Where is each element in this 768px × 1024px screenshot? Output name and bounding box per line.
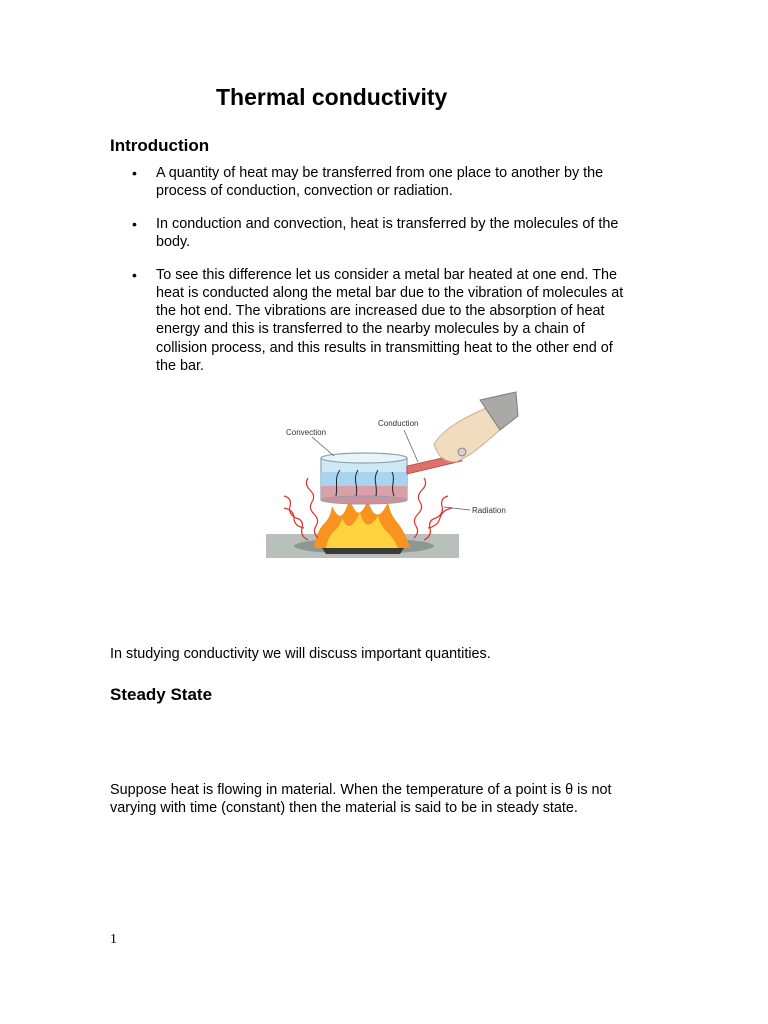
section-heading-introduction: Introduction bbox=[110, 136, 210, 155]
list-item bbox=[110, 164, 630, 200]
paragraph-study: In studying conductivity we will discuss important quantities. bbox=[110, 646, 491, 662]
section-heading-steady-state: Steady State bbox=[110, 685, 213, 704]
bullet-icon: • bbox=[132, 165, 137, 181]
list-item bbox=[110, 215, 630, 251]
fire-icon bbox=[314, 498, 410, 554]
bullet-icon: • bbox=[132, 266, 137, 283]
paragraph-steady-state: Suppose heat is flowing in material. When the temperature of a point is θ is not varying with time (constant) then the material is said to be in steady state. bbox=[110, 782, 612, 816]
hand-icon bbox=[434, 392, 518, 462]
page-number: 1 bbox=[110, 932, 117, 947]
figure-label-convection: Convection bbox=[286, 428, 327, 437]
list-item-text: In conduction and convection, heat is transferred by the molecules of the body. bbox=[156, 215, 619, 251]
list-item bbox=[110, 266, 630, 375]
figure-label-conduction: Conduction bbox=[378, 419, 419, 428]
pot-icon bbox=[321, 453, 462, 504]
intro-bullet-list bbox=[110, 164, 630, 390]
heat-transfer-illustration bbox=[264, 388, 524, 570]
figure-label-radiation: Radiation bbox=[472, 506, 506, 515]
bullet-icon: • bbox=[132, 215, 137, 232]
page-title: Thermal conductivity bbox=[216, 84, 448, 110]
list-item-text: A quantity of heat may be transferred from one place to another by the process of conduction, convection or radiation. bbox=[156, 165, 604, 200]
list-item-text: To see this difference let us consider a metal bar heated at one end. The heat is conducted along the metal bar due to the vibration of molecules at the hot end. The vibrations are increased due to the absorption of heat energy and this is transferred to the nearby molecules by a chain of collision process, and this results in transmitting heat to the other end of the bar. bbox=[156, 266, 624, 374]
